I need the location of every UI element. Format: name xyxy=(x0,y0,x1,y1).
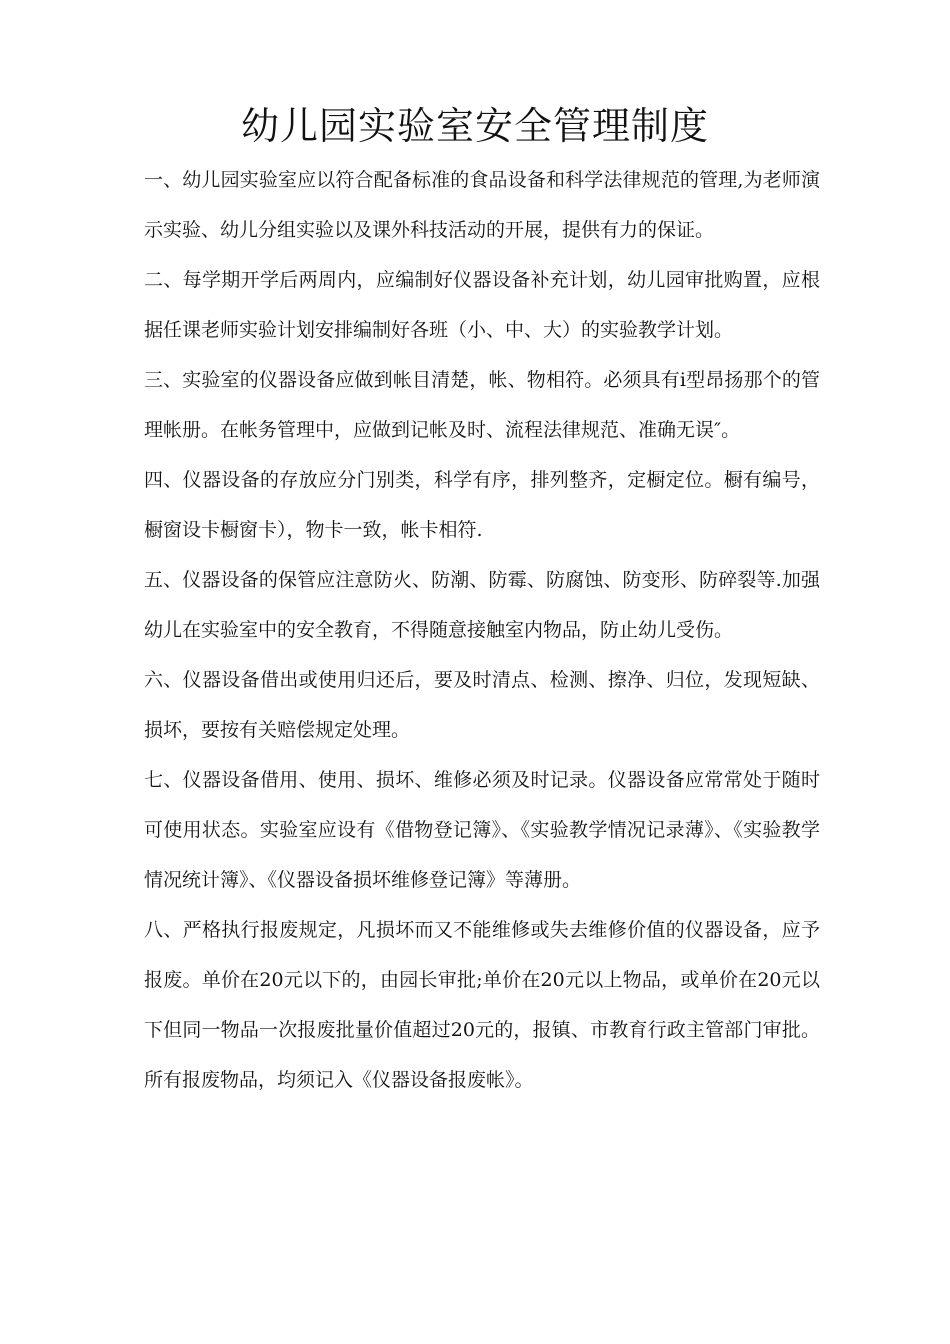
paragraph-2: 二、每学期开学后两周内，应编制好仪器设备补充计划，幼儿园审批购置，应根据任课老师实验计划安排编制好各班（小、中、大）的实验教学计划。 xyxy=(144,269,820,341)
paragraph-5: 五、仪器设备的保管应注意防火、防潮、防霉、防腐蚀、防变形、防碎裂等.加强幼儿在实验室中的安全教育，不得随意接触室内物品，防止幼儿受伤。 xyxy=(144,569,820,641)
document-title: 幼儿园实验室安全管理制度 xyxy=(240,104,709,148)
paragraph-1: 一、幼儿园实验室应以符合配备标准的食品设备和科学法律规范的管理,为老师演示实验、幼儿分组实验以及课外科技活动的开展，提供有力的保证。 xyxy=(144,169,820,241)
paragraph-7: 七、仪器设备借用、使用、损坏、维修必须及时记录。仪器设备应常常处于随时可使用状态。实验室应设有《借物登记簿》、《实验教学情况记录薄》、《实验教学情况统计簿》、《仪器设备损坏维修登记簿》等薄册。 xyxy=(144,769,820,891)
paragraph-8: 八、严格执行报废规定，凡损坏而又不能维修或失去维修价值的仪器设备，应予报废。单价在20元以下的，由园长审批;单价在20元以上物品，或单价在20元以下但同一物品一次报废批量价值超过20元的，报镇、市教育行政主管部门审批。所有报废物品，均须记入《仪器设备报废帐》。 xyxy=(144,919,820,1091)
document-body xyxy=(144,155,820,1105)
paragraph-3: 三、实验室的仪器设备应做到帐目清楚，帐、物相符。必须具有i型昂扬那个的管理帐册。在帐务管理中，应做到记帐及时、流程法律规范、准确无误″。 xyxy=(144,369,820,441)
paragraph-4: 四、仪器设备的存放应分门别类，科学有序，排列整齐，定橱定位。橱有编号，橱窗设卡橱窗卡），物卡一致，帐卡相符. xyxy=(144,469,820,541)
paragraph-6: 六、仪器设备借出或使用归还后，要及时清点、检测、擦净、归位，发现短缺、损坏，要按有关赔偿规定处理。 xyxy=(144,669,820,741)
